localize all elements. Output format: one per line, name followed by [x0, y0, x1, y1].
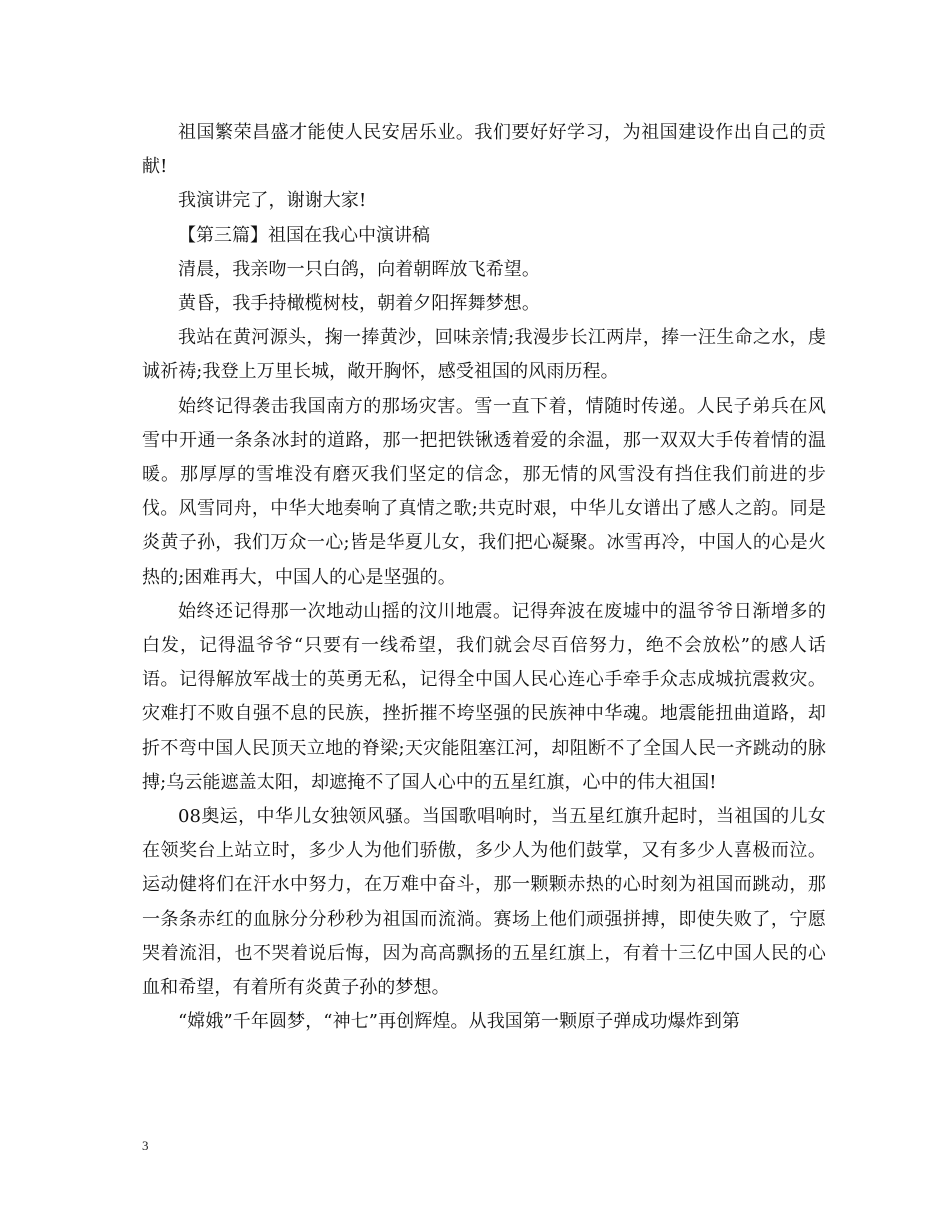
paragraph: 黄昏，我手持橄榄树枝，朝着夕阳挥舞梦想。 [178, 293, 540, 315]
paragraph: 始终记得袭击我国南方的那场灾害。雪一直下着，情随时传递。人民子弟兵在风雪中开通一条条冰封的道路，那一把把铁锹透着爱的余温，那一双双大手传着情的温暖。那厚厚的雪堆没有磨灭我们坚定的信念，那无情的风雪没有挡住我们前进的步伐。风雪同舟，中华大地奏响了真情之歌;共克时艰，中华儿女谱出了感人之韵。同是炎黄子孙，我们万众一心;皆是华夏儿女，我们把心凝聚。冰雪再冷，中国人的心是火热的;困难再大，中国人的心是坚强的。 [142, 395, 826, 588]
page-number: 3 [142, 1138, 149, 1153]
paragraph: 我演讲完了，谢谢大家! [178, 190, 367, 212]
paragraph: “嫦娥”千年圆梦，“神七”再创辉煌。从我国第一颗原子弹成功爆炸到第 [178, 1011, 741, 1033]
paragraph: 祖国繁荣昌盛才能使人民安居乐业。我们要好好学习，为祖国建设作出自己的贡献! [142, 122, 826, 178]
document-body [142, 116, 826, 1039]
paragraph: 08奥运，中华儿女独领风骚。当国歌唱响时，当五星红旗升起时，当祖国的儿女在领奖台上站立时，多少人为他们骄傲，多少人为他们鼓掌，又有多少人喜极而泣。运动健将们在汗水中努力，在万难中奋斗，那一颗颗赤热的心时刻为祖国而跳动，那一条条赤红的血脉分分秒秒为祖国而流淌。赛场上他们顽强拼搏，即使失败了，宁愿哭着流泪，也不哭着说后悔，因为高高飘扬的五星红旗上，有着十三亿中国人民的心血和希望，有着所有炎黄子孙的梦想。 [142, 806, 826, 999]
paragraph: 清晨，我亲吻一只白鸽，向着朝晖放飞希望。 [178, 258, 540, 280]
paragraph: 我站在黄河源头，掬一捧黄沙，回味亲情;我漫步长江两岸，捧一汪生命之水，虔诚祈祷;我登上万里长城，敞开胸怀，感受祖国的风雨历程。 [142, 327, 826, 383]
paragraph: 始终还记得那一次地动山摇的汶川地震。记得奔波在废墟中的温爷爷日渐增多的白发，记得温爷爷“只要有一线希望，我们就会尽百倍努力，绝不会放松”的感人话语。记得解放军战士的英勇无私，记得全中国人民心连心手牵手众志成城抗震救灾。灾难打不败自强不息的民族，挫折摧不垮坚强的民族神中华魂。地震能扭曲道路，却折不弯中国人民顶天立地的脊梁;天灾能阻塞江河，却阻断不了全国人民一齐跳动的脉搏;乌云能遮盖太阳，却遮掩不了国人心中的五星红旗，心中的伟大祖国! [142, 600, 826, 793]
section-heading: 【第三篇】祖国在我心中演讲稿 [178, 224, 430, 246]
